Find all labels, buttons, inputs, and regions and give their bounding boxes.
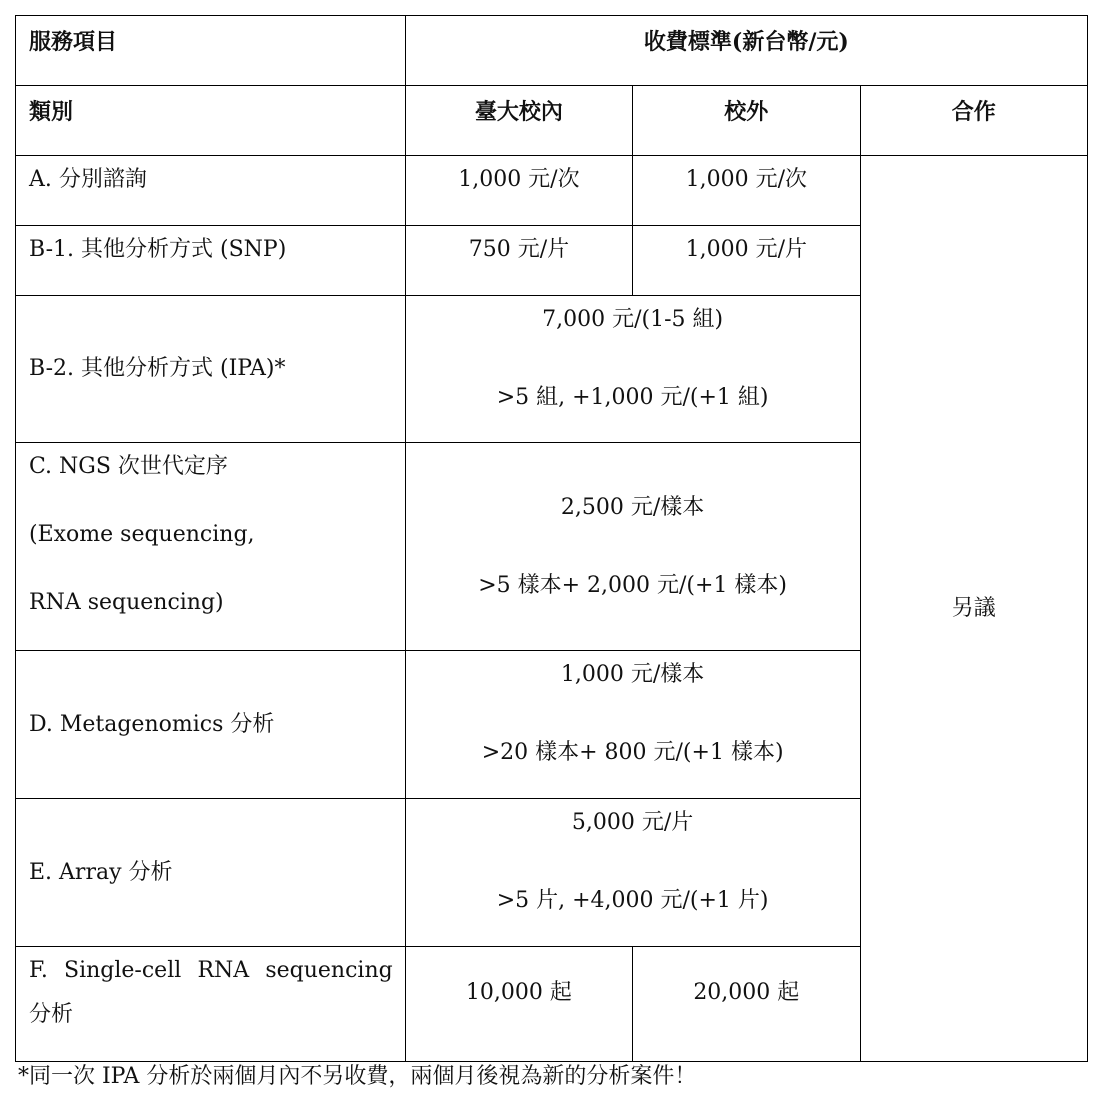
row-b2-line1: 7,000 元/(1-5 組) [542,307,724,332]
row-b2-line2: >5 組, +1,000 元/(+1 組) [496,385,769,410]
row-a-label: A. 分別諮詢 [16,156,406,226]
cooperation-header: 合作 [860,86,1087,156]
external-header: 校外 [633,86,860,156]
service-item-header: 服務項目 [16,16,406,86]
row-b1-ntu: 750 元/片 [405,226,632,296]
cooperation-cell: 另議 [860,156,1087,1062]
row-c-label-line3: RNA sequencing) [29,590,224,615]
row-b1-external: 1,000 元/片 [633,226,860,296]
row-f-external: 20,000 起 [633,947,860,1062]
row-f-label-line2: 分析 [29,1002,74,1027]
table-row [16,16,1088,86]
footnote: *同一次 IPA 分析於兩個月內不另收費，兩個月後視為新的分析案件！ [18,1064,697,1089]
row-c-label-line1: C. NGS 次世代定序 [29,454,228,479]
row-d-price [405,651,860,799]
table-row [16,86,1088,156]
row-b1-label: B-1. 其他分析方式 (SNP) [16,226,406,296]
ntu-header: 臺大校內 [405,86,632,156]
fee-standard-header: 收費標準(新台幣/元) [405,16,1087,86]
row-b2-price [405,296,860,443]
row-f-label [16,947,406,1062]
row-e-price [405,799,860,947]
row-c-line1: 2,500 元/樣本 [560,494,705,520]
row-c-label [16,443,406,651]
fee-table [15,15,1088,1062]
row-d-line2: >20 樣本+ 800 元/(+1 樣本) [481,740,784,765]
row-c-label-line2: (Exome sequencing, [29,522,255,547]
row-c-line2: >5 樣本+ 2,000 元/(+1 樣本) [478,572,788,598]
row-f-label-line1: F. Single-cell RNA sequencing [29,958,393,983]
row-e-label: E. Array 分析 [16,799,406,947]
row-e-line2: >5 片, +4,000 元/(+1 片) [496,888,769,913]
row-c-price [405,443,860,651]
row-a-external: 1,000 元/次 [633,156,860,226]
row-d-label: D. Metagenomics 分析 [16,651,406,799]
row-a-ntu: 1,000 元/次 [405,156,632,226]
row-e-line1: 5,000 元/片 [571,810,694,835]
category-header: 類別 [16,86,406,156]
row-b2-label: B-2. 其他分析方式 (IPA)* [16,296,406,443]
table-row [16,156,1088,226]
row-d-line1: 1,000 元/樣本 [560,662,705,687]
row-f-ntu: 10,000 起 [405,947,632,1062]
